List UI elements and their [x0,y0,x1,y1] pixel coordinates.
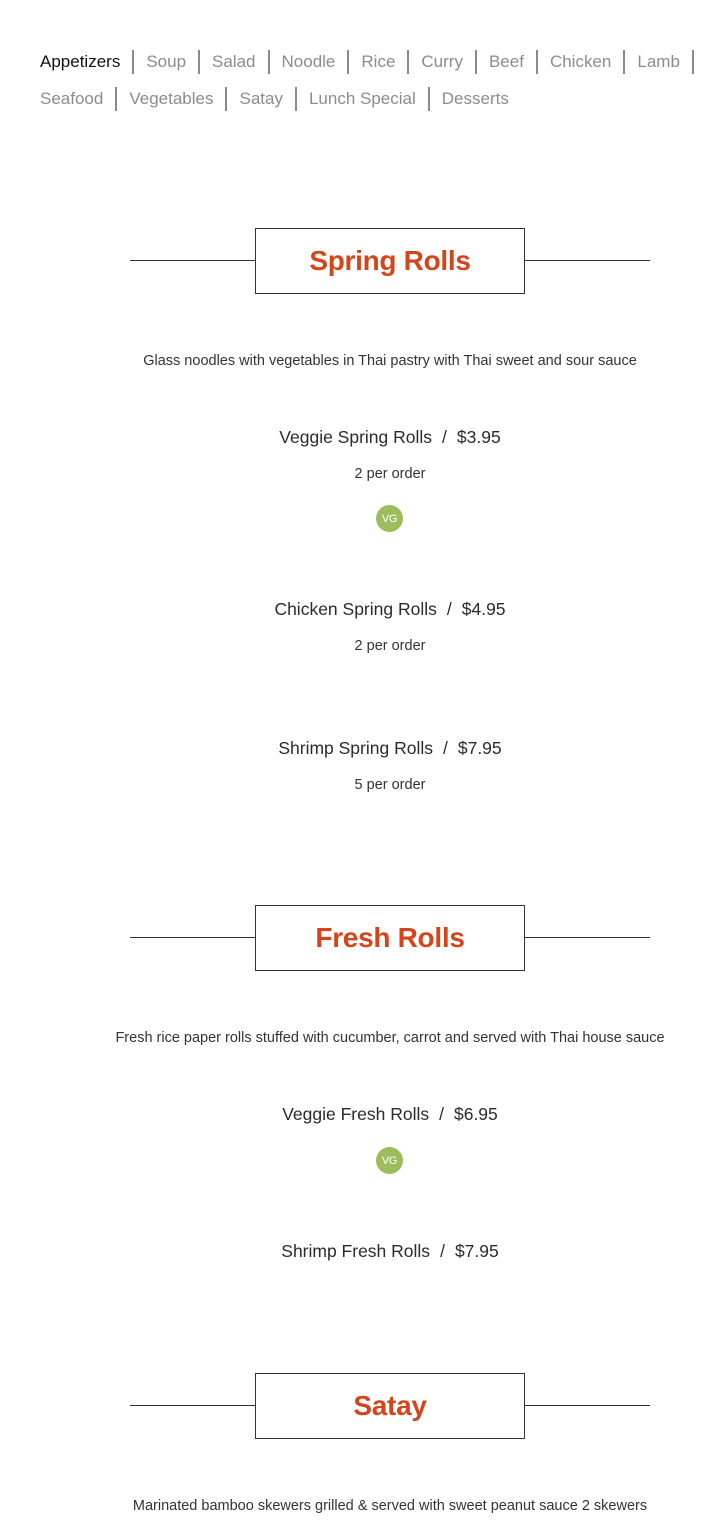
menu-item-name: Veggie Spring Rolls [279,427,433,447]
section-header-spring-rolls [130,228,650,294]
menu-item-name: Veggie Fresh Rolls [282,1104,430,1124]
section-description: Marinated bamboo skewers grilled & served with sweet peanut sauce 2 skewers [132,1498,648,1514]
nav-item-seafood[interactable] [28,87,117,111]
nav-item-label: Curry [421,52,463,71]
category-nav [28,50,708,111]
menu-item-shrimp-fresh-rolls [0,1241,725,1262]
nav-item-desserts[interactable] [430,87,521,111]
menu-item-chicken-spring-rolls [0,599,725,620]
menu-item-veggie-fresh-rolls [0,1104,725,1125]
menu-item-shrimp-spring-rolls [0,738,725,759]
menu-item-price: $4.95 [461,599,506,619]
nav-item-label: Desserts [441,89,509,108]
nav-item-label: Vegetables [129,89,214,108]
nav-item-label: Salad [212,52,256,71]
nav-item-label: Rice [361,52,396,71]
nav-item-label: Noodle [281,52,336,71]
nav-item-label: Beef [488,52,524,71]
section-header-fresh-rolls [130,905,650,971]
nav-item-label: Seafood [40,89,104,108]
section-description: Glass noodles with vegetables in Thai pastry with Thai sweet and sour sauce [143,353,637,369]
menu-item-separator: / [442,738,448,758]
nav-item-beef[interactable] [477,50,538,74]
nav-item-appetizers[interactable] [28,50,134,74]
menu-item-veggie-spring-rolls [0,427,725,448]
nav-item-rice[interactable] [349,50,409,74]
menu-item-note: 2 per order [354,466,426,482]
menu-item-price: $6.95 [453,1104,498,1124]
section-title-box [255,905,525,971]
nav-item-label: Soup [146,52,187,71]
menu-item-note: 2 per order [354,638,426,654]
nav-item-curry[interactable] [409,50,477,74]
nav-item-vegetables[interactable] [117,87,227,111]
section-title: Fresh Rolls [315,922,465,953]
menu-item-note: 5 per order [354,777,426,793]
nav-item-lunch-special[interactable] [297,87,430,111]
nav-item-label: Lamb [637,52,680,71]
section-title-box [255,1373,525,1439]
menu-item-name: Shrimp Spring Rolls [278,738,433,758]
menu-item-price: $7.95 [457,738,502,758]
menu-item-price: $3.95 [456,427,501,447]
nav-item-satay[interactable] [227,87,296,111]
nav-item-label: Lunch Special [308,89,416,108]
section-description: Fresh rice paper rolls stuffed with cucumber, carrot and served with Thai house sauce [115,1030,665,1046]
nav-item-label: Satay [239,89,283,108]
menu-item-separator: / [446,599,452,619]
nav-item-label: Appetizers [40,52,121,71]
section-header-satay [130,1373,650,1439]
menu-item-name: Shrimp Fresh Rolls [281,1241,431,1261]
section-title: Spring Rolls [309,245,471,276]
nav-item-lamb[interactable] [625,50,694,74]
menu-item-name: Chicken Spring Rolls [274,599,437,619]
nav-item-soup[interactable] [134,50,200,74]
nav-item-salad[interactable] [200,50,269,74]
section-title: Satay [353,1390,427,1421]
menu-item-separator: / [440,1241,445,1261]
vegan-badge: VG [376,505,403,532]
menu-item-separator: / [439,1104,444,1124]
nav-item-label: Chicken [549,52,612,71]
nav-item-chicken[interactable] [538,50,625,74]
section-title-box [255,228,525,294]
menu-item-price: $7.95 [454,1241,499,1261]
vegan-badge: VG [376,1147,403,1174]
nav-divider [692,50,694,74]
nav-item-noodle[interactable] [270,50,350,74]
menu-item-separator: / [442,427,447,447]
